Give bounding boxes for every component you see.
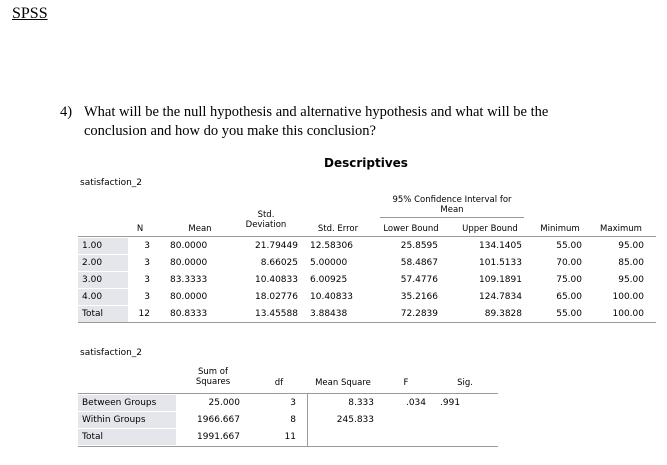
question-line-2: conclusion and how do you make this conclusion? xyxy=(84,123,376,139)
cell-n: 3 xyxy=(144,292,150,302)
anova-cell-sig: .991 xyxy=(440,398,461,408)
cell-mean: 83.3333 xyxy=(170,275,208,285)
cell-lower: 57.4776 xyxy=(400,275,438,285)
cell-min: 75.00 xyxy=(556,275,582,285)
table-bottom-rule xyxy=(78,322,656,323)
cell-mean: 80.0000 xyxy=(170,292,208,302)
cell-upper: 134.1405 xyxy=(479,241,522,251)
anova-row-label: Within Groups xyxy=(78,412,176,428)
anova-caption: satisfaction_2 xyxy=(80,348,143,358)
cell-max: 100.00 xyxy=(612,309,644,319)
cell-se: 3.88438 xyxy=(310,309,348,319)
cell-mean: 80.0000 xyxy=(170,258,208,268)
cell-upper: 124.7834 xyxy=(479,292,522,302)
cell-mean: 80.8333 xyxy=(170,309,208,319)
anova-cell-f: .034 xyxy=(405,398,426,408)
cell-max: 100.00 xyxy=(612,292,644,302)
row-label: Total xyxy=(78,306,128,322)
anova-cell-df: 11 xyxy=(284,432,296,442)
anova-cell-df: 3 xyxy=(290,398,296,408)
cell-n: 3 xyxy=(144,241,150,251)
anova-cell-ss: 1966.667 xyxy=(197,415,240,425)
anova-cell-ss: 1991.667 xyxy=(197,432,240,442)
header-lower-bound: Lower Bound xyxy=(383,224,439,234)
question-number: 4) xyxy=(60,104,73,120)
anova-cell-ms: 8.333 xyxy=(348,398,374,408)
cell-upper: 89.3828 xyxy=(484,309,522,319)
header-std-error: Std. Error xyxy=(317,224,359,234)
cell-n: 3 xyxy=(144,258,150,268)
row-label: 1.00 xyxy=(78,238,128,254)
cell-sd: 8.66025 xyxy=(260,258,298,268)
header-maximum: Maximum xyxy=(600,224,642,234)
cell-max: 95.00 xyxy=(618,275,644,285)
cell-sd: 21.79449 xyxy=(255,241,298,251)
cell-se: 10.40833 xyxy=(310,292,353,302)
header-df: df xyxy=(274,378,284,388)
row-label: 4.00 xyxy=(78,289,128,305)
cell-se: 12.58306 xyxy=(310,241,353,251)
cell-max: 95.00 xyxy=(618,241,644,251)
question-text xyxy=(84,103,644,141)
header-upper-bound: Upper Bound xyxy=(462,224,518,234)
cell-se: 5.00000 xyxy=(310,258,348,268)
row-label: 2.00 xyxy=(78,255,128,271)
cell-lower: 58.4867 xyxy=(400,258,438,268)
anova-cell-ms xyxy=(306,429,374,445)
header-rule xyxy=(78,236,656,237)
header-std-deviation xyxy=(240,210,292,230)
cell-sd: 10.40833 xyxy=(255,275,298,285)
anova-cell-sig xyxy=(440,412,486,428)
ci-header-rule xyxy=(380,217,524,218)
ci-header-line-2: Mean xyxy=(440,205,464,215)
header-minimum: Minimum xyxy=(540,224,580,234)
anova-row-label: Total xyxy=(78,429,176,445)
header-mean-square: Mean Square xyxy=(315,378,371,388)
cell-sd: 13.45588 xyxy=(255,309,298,319)
anova-row-label: Between Groups xyxy=(78,395,176,411)
header-sum-of-squares xyxy=(178,367,248,387)
anova-divider xyxy=(307,393,308,446)
row-label: 3.00 xyxy=(78,272,128,288)
page-heading: SPSS xyxy=(12,5,48,22)
header-std-deviation-line-2: Deviation xyxy=(245,220,287,230)
anova-cell-ss: 25.000 xyxy=(208,398,240,408)
cell-upper: 101.5133 xyxy=(479,258,522,268)
cell-n: 3 xyxy=(144,275,150,285)
descriptives-title: Descriptives xyxy=(324,156,408,170)
cell-upper: 109.1891 xyxy=(479,275,522,285)
ci-header-line-1: 95% Confidence Interval for xyxy=(392,195,512,205)
cell-min: 55.00 xyxy=(556,241,582,251)
cell-mean: 80.0000 xyxy=(170,241,208,251)
cell-lower: 35.2166 xyxy=(400,292,438,302)
anova-header-rule xyxy=(78,393,498,394)
cell-n: 12 xyxy=(138,309,150,319)
cell-lower: 72.2839 xyxy=(400,309,438,319)
ci-header xyxy=(380,195,524,215)
descriptives-caption: satisfaction_2 xyxy=(80,178,143,188)
cell-min: 70.00 xyxy=(556,258,582,268)
anova-bottom-rule xyxy=(78,446,498,447)
anova-cell-sig xyxy=(440,429,486,445)
anova-cell-ms: 245.833 xyxy=(336,415,374,425)
cell-lower: 25.8595 xyxy=(400,241,438,251)
header-sig: Sig. xyxy=(457,378,473,388)
cell-sd: 18.02776 xyxy=(255,292,298,302)
anova-cell-f xyxy=(386,412,426,428)
header-sum-of-squares-line-1: Sum of xyxy=(198,367,228,377)
question-line-1: What will be the null hypothesis and alternative hypothesis and what will be the xyxy=(84,104,549,120)
header-f: F xyxy=(403,378,409,388)
header-std-deviation-line-1: Std. xyxy=(257,210,275,220)
cell-min: 55.00 xyxy=(556,309,582,319)
anova-cell-f xyxy=(386,429,426,445)
header-n: N xyxy=(136,224,144,234)
cell-max: 85.00 xyxy=(618,258,644,268)
header-sum-of-squares-line-2: Squares xyxy=(195,377,231,387)
anova-cell-df: 8 xyxy=(290,415,296,425)
header-mean: Mean xyxy=(188,224,212,234)
cell-min: 65.00 xyxy=(556,292,582,302)
cell-se: 6.00925 xyxy=(310,275,348,285)
